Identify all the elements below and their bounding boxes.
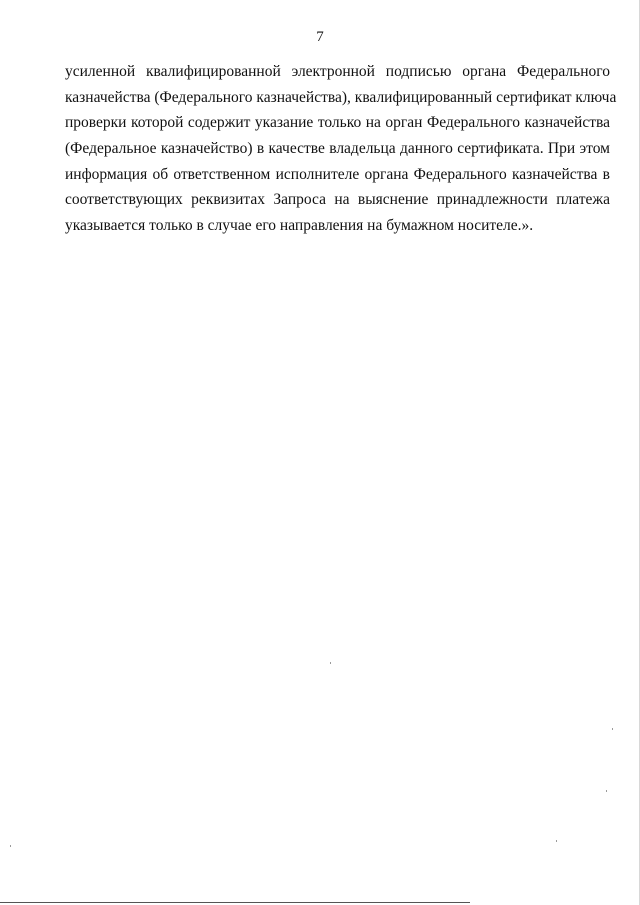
scan-speck	[10, 845, 11, 847]
body-paragraph	[65, 59, 617, 239]
page-number: 7	[316, 29, 324, 45]
text-line: указывается только в случае его направления на бумажном носителе.».	[65, 217, 534, 235]
text-line: казначейства (Федерального казначейства), квалифицированный сертификат ключа	[65, 88, 617, 106]
text-line: соответствующих реквизитах Запроса на выяснение принадлежности платежа	[65, 191, 610, 209]
scan-speck	[556, 840, 557, 842]
text-line: усиленной квалифицированной электронной подписью органа Федерального	[65, 63, 610, 80]
scan-speck	[330, 662, 331, 664]
text-line: информация об ответственном исполнителе органа Федерального казначейства в	[65, 165, 610, 183]
scan-edge-bottom	[0, 902, 470, 903]
text-line: проверки которой содержит указание только на орган Федерального казначейства	[65, 114, 610, 132]
scan-speck	[606, 790, 607, 792]
scan-speck	[612, 728, 613, 730]
text-line: (Федеральное казначейство) в качестве владельца данного сертификата. При этом	[65, 140, 610, 158]
